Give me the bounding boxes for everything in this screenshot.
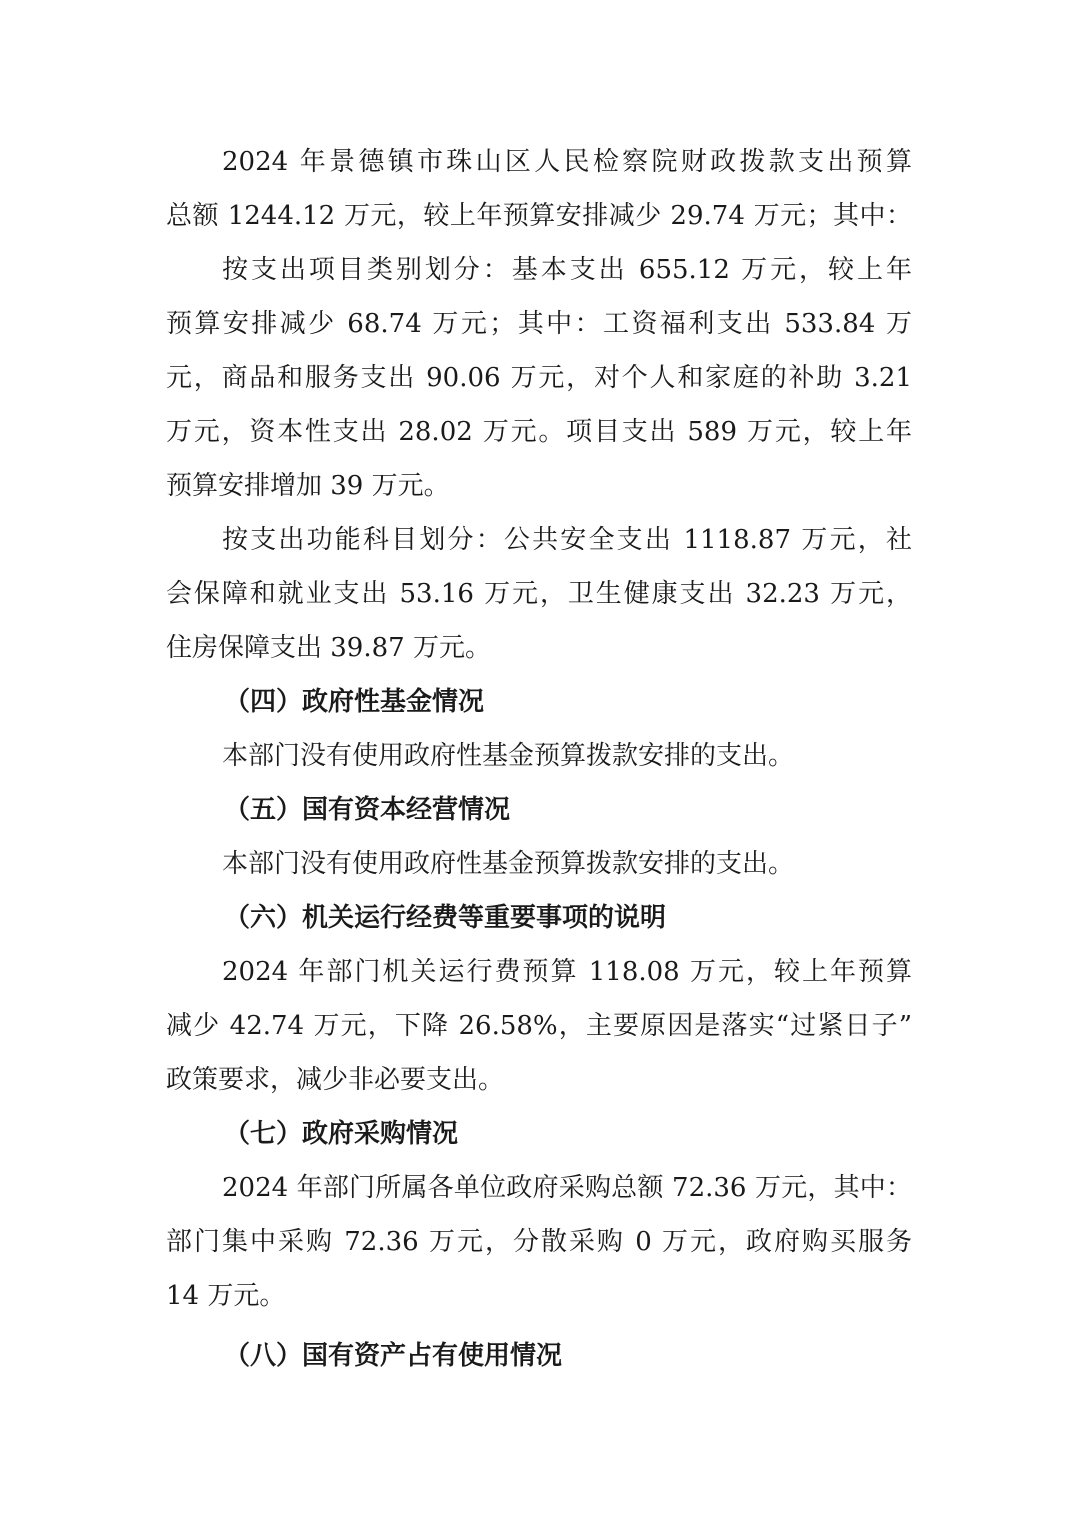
- paragraph-line: 总额 1244.12 万元，较上年预算安排减少 29.74 万元；其中：: [166, 201, 912, 231]
- paragraph-line: 本部门没有使用政府性基金预算拨款安排的支出。: [222, 849, 795, 879]
- paragraph-line: 政策要求，减少非必要支出。: [166, 1065, 505, 1095]
- section-heading-four: （四）政府性基金情况: [224, 687, 485, 717]
- paragraph-line: 会保障和就业支出 53.16 万元，卫生健康支出 32.23 万元，: [166, 579, 912, 609]
- paragraph-line: 按支出项目类别划分：基本支出 655.12 万元，较上年: [222, 255, 912, 285]
- paragraph-line: 元，商品和服务支出 90.06 万元，对个人和家庭的补助 3.21: [166, 363, 912, 393]
- section-heading-six: （六）机关运行经费等重要事项的说明: [224, 903, 667, 933]
- paragraph-line: 2024 年部门所属各单位政府采购总额 72.36 万元，其中：: [222, 1173, 912, 1203]
- section-heading-eight: （八）国有资产占有使用情况: [224, 1341, 563, 1371]
- section-heading-five: （五）国有资本经营情况: [224, 795, 511, 825]
- paragraph-line: 按支出功能科目划分：公共安全支出 1118.87 万元，社: [222, 525, 912, 555]
- paragraph-line: 2024 年部门机关运行费预算 118.08 万元，较上年预算: [222, 957, 912, 987]
- paragraph-line: 14 万元。: [166, 1281, 286, 1311]
- paragraph-line: 减少 42.74 万元，下降 26.58%，主要原因是落实“过紧日子”: [166, 1011, 912, 1041]
- paragraph-line: 预算安排增加 39 万元。: [166, 471, 450, 501]
- paragraph-line: 预算安排减少 68.74 万元；其中：工资福利支出 533.84 万: [166, 309, 912, 339]
- paragraph-line: 2024 年景德镇市珠山区人民检察院财政拨款支出预算: [222, 147, 912, 177]
- paragraph-line: 万元，资本性支出 28.02 万元。项目支出 589 万元，较上年: [166, 417, 912, 447]
- paragraph-line: 部门集中采购 72.36 万元，分散采购 0 万元，政府购买服务: [166, 1227, 912, 1257]
- section-heading-seven: （七）政府采购情况: [224, 1119, 459, 1149]
- paragraph-line: 本部门没有使用政府性基金预算拨款安排的支出。: [222, 741, 795, 771]
- paragraph-line: 住房保障支出 39.87 万元。: [166, 633, 491, 663]
